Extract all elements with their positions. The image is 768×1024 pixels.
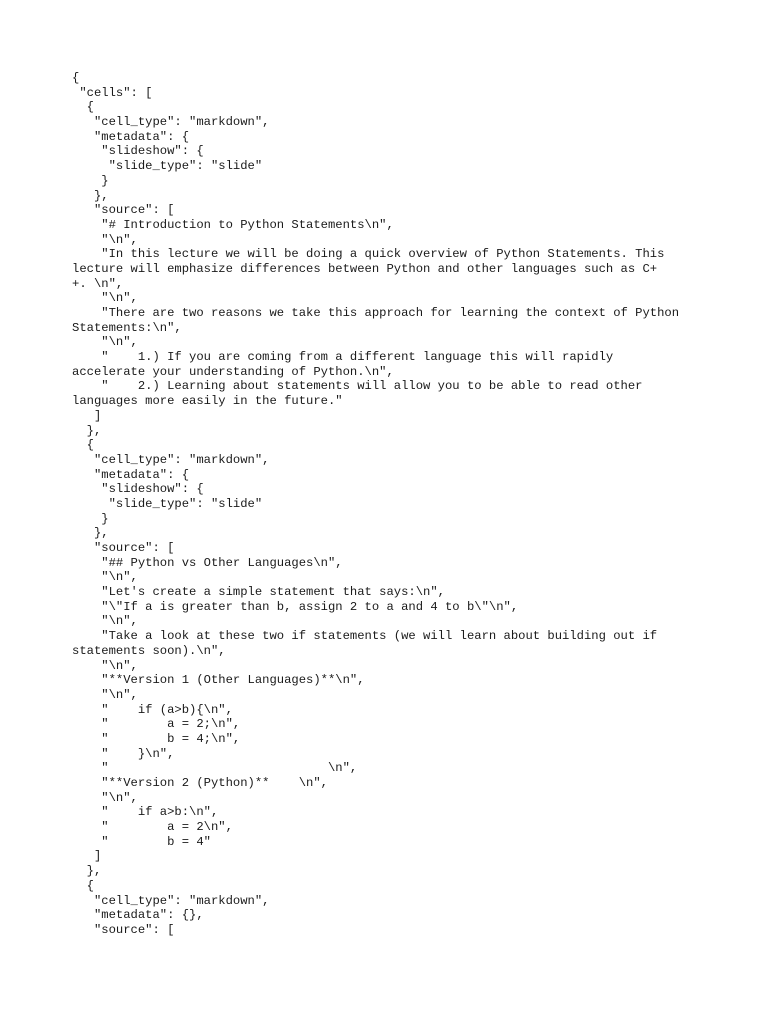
notebook-json-text — [72, 71, 712, 938]
code-line: "source": [ — [72, 541, 175, 555]
code-line: { — [72, 71, 80, 85]
code-line: Statements:\n", — [72, 320, 182, 335]
code-line: "slide_type": "slide" — [72, 159, 263, 174]
code-line: { — [72, 878, 94, 893]
code-line: " }\n", — [72, 746, 175, 761]
code-line: lecture will emphasize differences between Python and other languages such as C+ — [72, 261, 658, 276]
code-line: " 2.) Learning about statements will allow you to be able to read other — [72, 379, 643, 394]
code-line: "cell_type": "markdown", — [72, 115, 270, 130]
code-line: "source": [ — [72, 203, 175, 218]
code-line: "\n", — [72, 687, 138, 702]
code-line: +. \n", — [72, 276, 124, 291]
code-line: } — [72, 173, 109, 188]
code-line: "# Introduction to Python Statements\n", — [72, 217, 394, 232]
code-line: { — [72, 438, 94, 453]
code-line: accelerate your understanding of Python.\n", — [72, 364, 394, 379]
code-line: "metadata": { — [72, 467, 190, 482]
code-line: languages more easily in the future." — [72, 394, 343, 409]
code-line: " if (a>b){\n", — [72, 702, 233, 717]
code-line: "\n", — [72, 790, 138, 805]
code-line: "slide_type": "slide" — [72, 496, 263, 511]
code-line: }, — [72, 423, 102, 438]
code-line: { — [72, 100, 94, 115]
code-line: "Take a look at these two if statements (we will learn about building out if — [72, 629, 658, 644]
code-line: "\n", — [72, 658, 138, 673]
code-line: }, — [72, 188, 109, 203]
code-line: "\n", — [72, 614, 138, 629]
code-line: " a = 2\n", — [72, 820, 233, 835]
code-line: "There are two reasons we take this approach for learning the context of Python — [72, 306, 680, 320]
code-line: " 1.) If you are coming from a different language this will rapidly — [72, 350, 614, 365]
code-line: "## Python vs Other Languages\n", — [72, 555, 343, 570]
code-line: "\n", — [72, 570, 138, 585]
code-line: "slideshow": { — [72, 144, 204, 159]
code-line: " \n", — [72, 761, 358, 776]
code-line: "Let's create a simple statement that says:\n", — [72, 585, 445, 600]
code-line: " b = 4" — [72, 834, 211, 849]
code-line: "cell_type": "markdown", — [72, 452, 270, 467]
code-line: "\n", — [72, 291, 138, 306]
code-line: "source": [ — [72, 922, 175, 937]
code-line: " if a>b:\n", — [72, 805, 219, 820]
code-line: "metadata": {}, — [72, 908, 204, 923]
code-line: "metadata": { — [72, 129, 190, 144]
code-line: statements soon).\n", — [72, 643, 226, 658]
code-line: ] — [72, 849, 102, 864]
code-line: }, — [72, 864, 102, 879]
code-line: }, — [72, 526, 109, 541]
code-line: ] — [72, 408, 102, 423]
code-line: "\"If a is greater than b, assign 2 to a and 4 to b\"\n", — [72, 599, 519, 614]
code-line: "\n", — [72, 232, 138, 247]
code-line: } — [72, 511, 109, 526]
code-line: "In this lecture we will be doing a quick overview of Python Statements. This — [72, 247, 665, 262]
code-line: "**Version 1 (Other Languages)**\n", — [72, 673, 365, 688]
code-line: "\n", — [72, 335, 138, 350]
code-line: " b = 4;\n", — [72, 731, 241, 746]
code-line: "cell_type": "markdown", — [72, 893, 270, 908]
code-line: "slideshow": { — [72, 482, 204, 497]
code-line: "**Version 2 (Python)** \n", — [72, 776, 328, 790]
code-line: "cells": [ — [72, 85, 153, 100]
code-line: " a = 2;\n", — [72, 717, 241, 732]
